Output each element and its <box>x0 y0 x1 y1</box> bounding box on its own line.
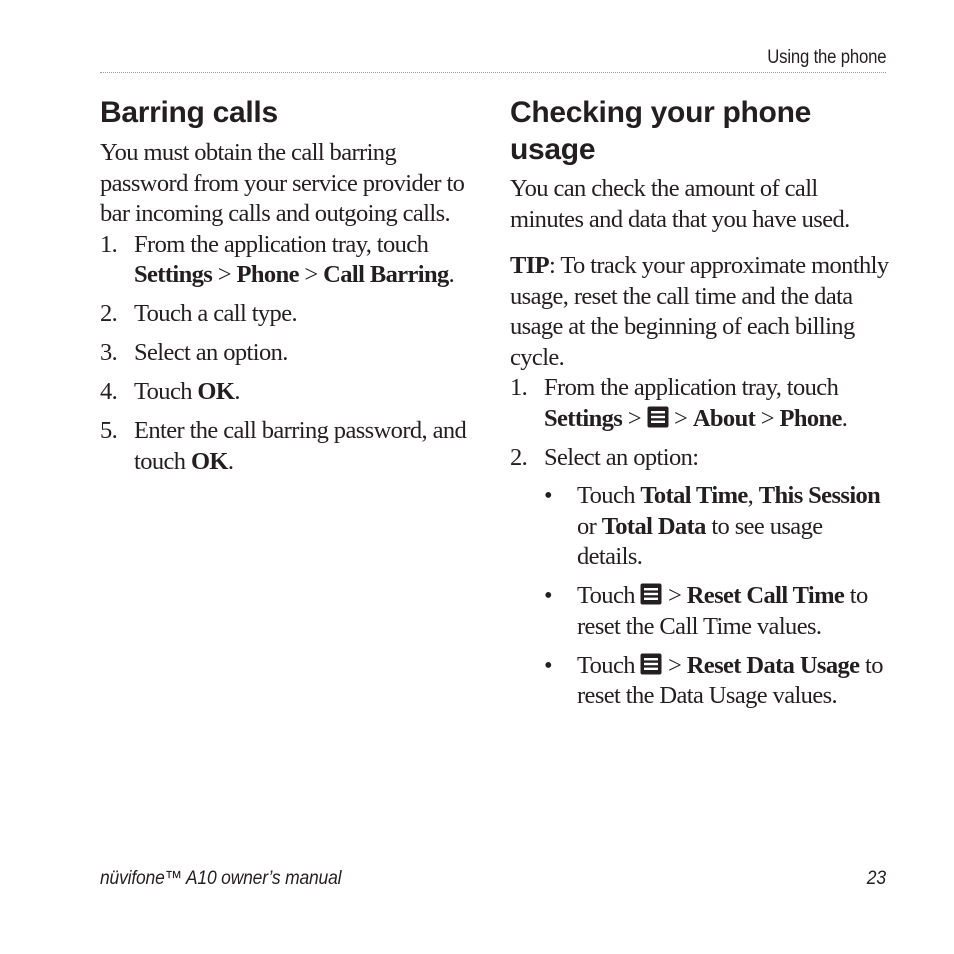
menu-icon <box>647 406 669 428</box>
list-item: 4. Touch OK. <box>100 378 240 405</box>
list-item: 3. Select an option. <box>100 339 288 366</box>
usage-steps <box>510 373 890 712</box>
menu-icon <box>640 653 662 675</box>
manual-title: nüvifone™ A10 owner’s manual <box>100 868 342 889</box>
section-title-barring: Barring calls <box>100 96 278 129</box>
page-number: 23 <box>866 868 886 889</box>
tip-label: TIP <box>510 252 550 279</box>
running-head: Using the phone <box>766 47 886 68</box>
list-item: 2. Select an option: • Touch Total Time, This Session or Total Data to see usage details. • Touch > Reset Call Time to reset the Call Time values. • Touch > Reset Data Usage to reset the Data Usage values. <box>510 443 890 712</box>
bullet: • <box>544 482 552 509</box>
list-item: 2. Touch a call type. <box>100 300 297 327</box>
list-item: 5. Enter the call barring password, and touch OK. <box>100 417 467 475</box>
list-item: 1. From the application tray, touch Settings > > About > Phone. <box>510 374 848 432</box>
usage-intro: You can check the amount of call minutes and data that you have used. <box>510 175 850 233</box>
list-item: • Touch > Reset Data Usage to reset the Data Usage values. <box>544 651 883 709</box>
tip-paragraph: TIP: To track your approximate monthly usage, reset the call time and the data usage at the beginning of each billing cycle. <box>510 252 889 371</box>
list-item: • Touch Total Time, This Session or Total Data to see usage details. <box>544 482 881 570</box>
bullet: • <box>544 651 552 679</box>
bullet: • <box>544 582 552 609</box>
menu-icon <box>640 583 662 605</box>
usage-options <box>544 481 890 712</box>
barring-steps <box>100 230 482 478</box>
section-title-usage: Checking your phone usage <box>510 96 811 166</box>
barring-intro: You must obtain the call barring password from your service provider to bar incoming calls and outgoing calls. <box>100 139 465 227</box>
header-rule <box>100 72 886 73</box>
list-item: • Touch > Reset Call Time to reset the Call Time values. <box>544 582 868 640</box>
right-column <box>510 94 890 720</box>
list-item: 1. From the application tray, touch Settings > Phone > Call Barring. <box>100 230 455 288</box>
left-column <box>100 94 482 486</box>
